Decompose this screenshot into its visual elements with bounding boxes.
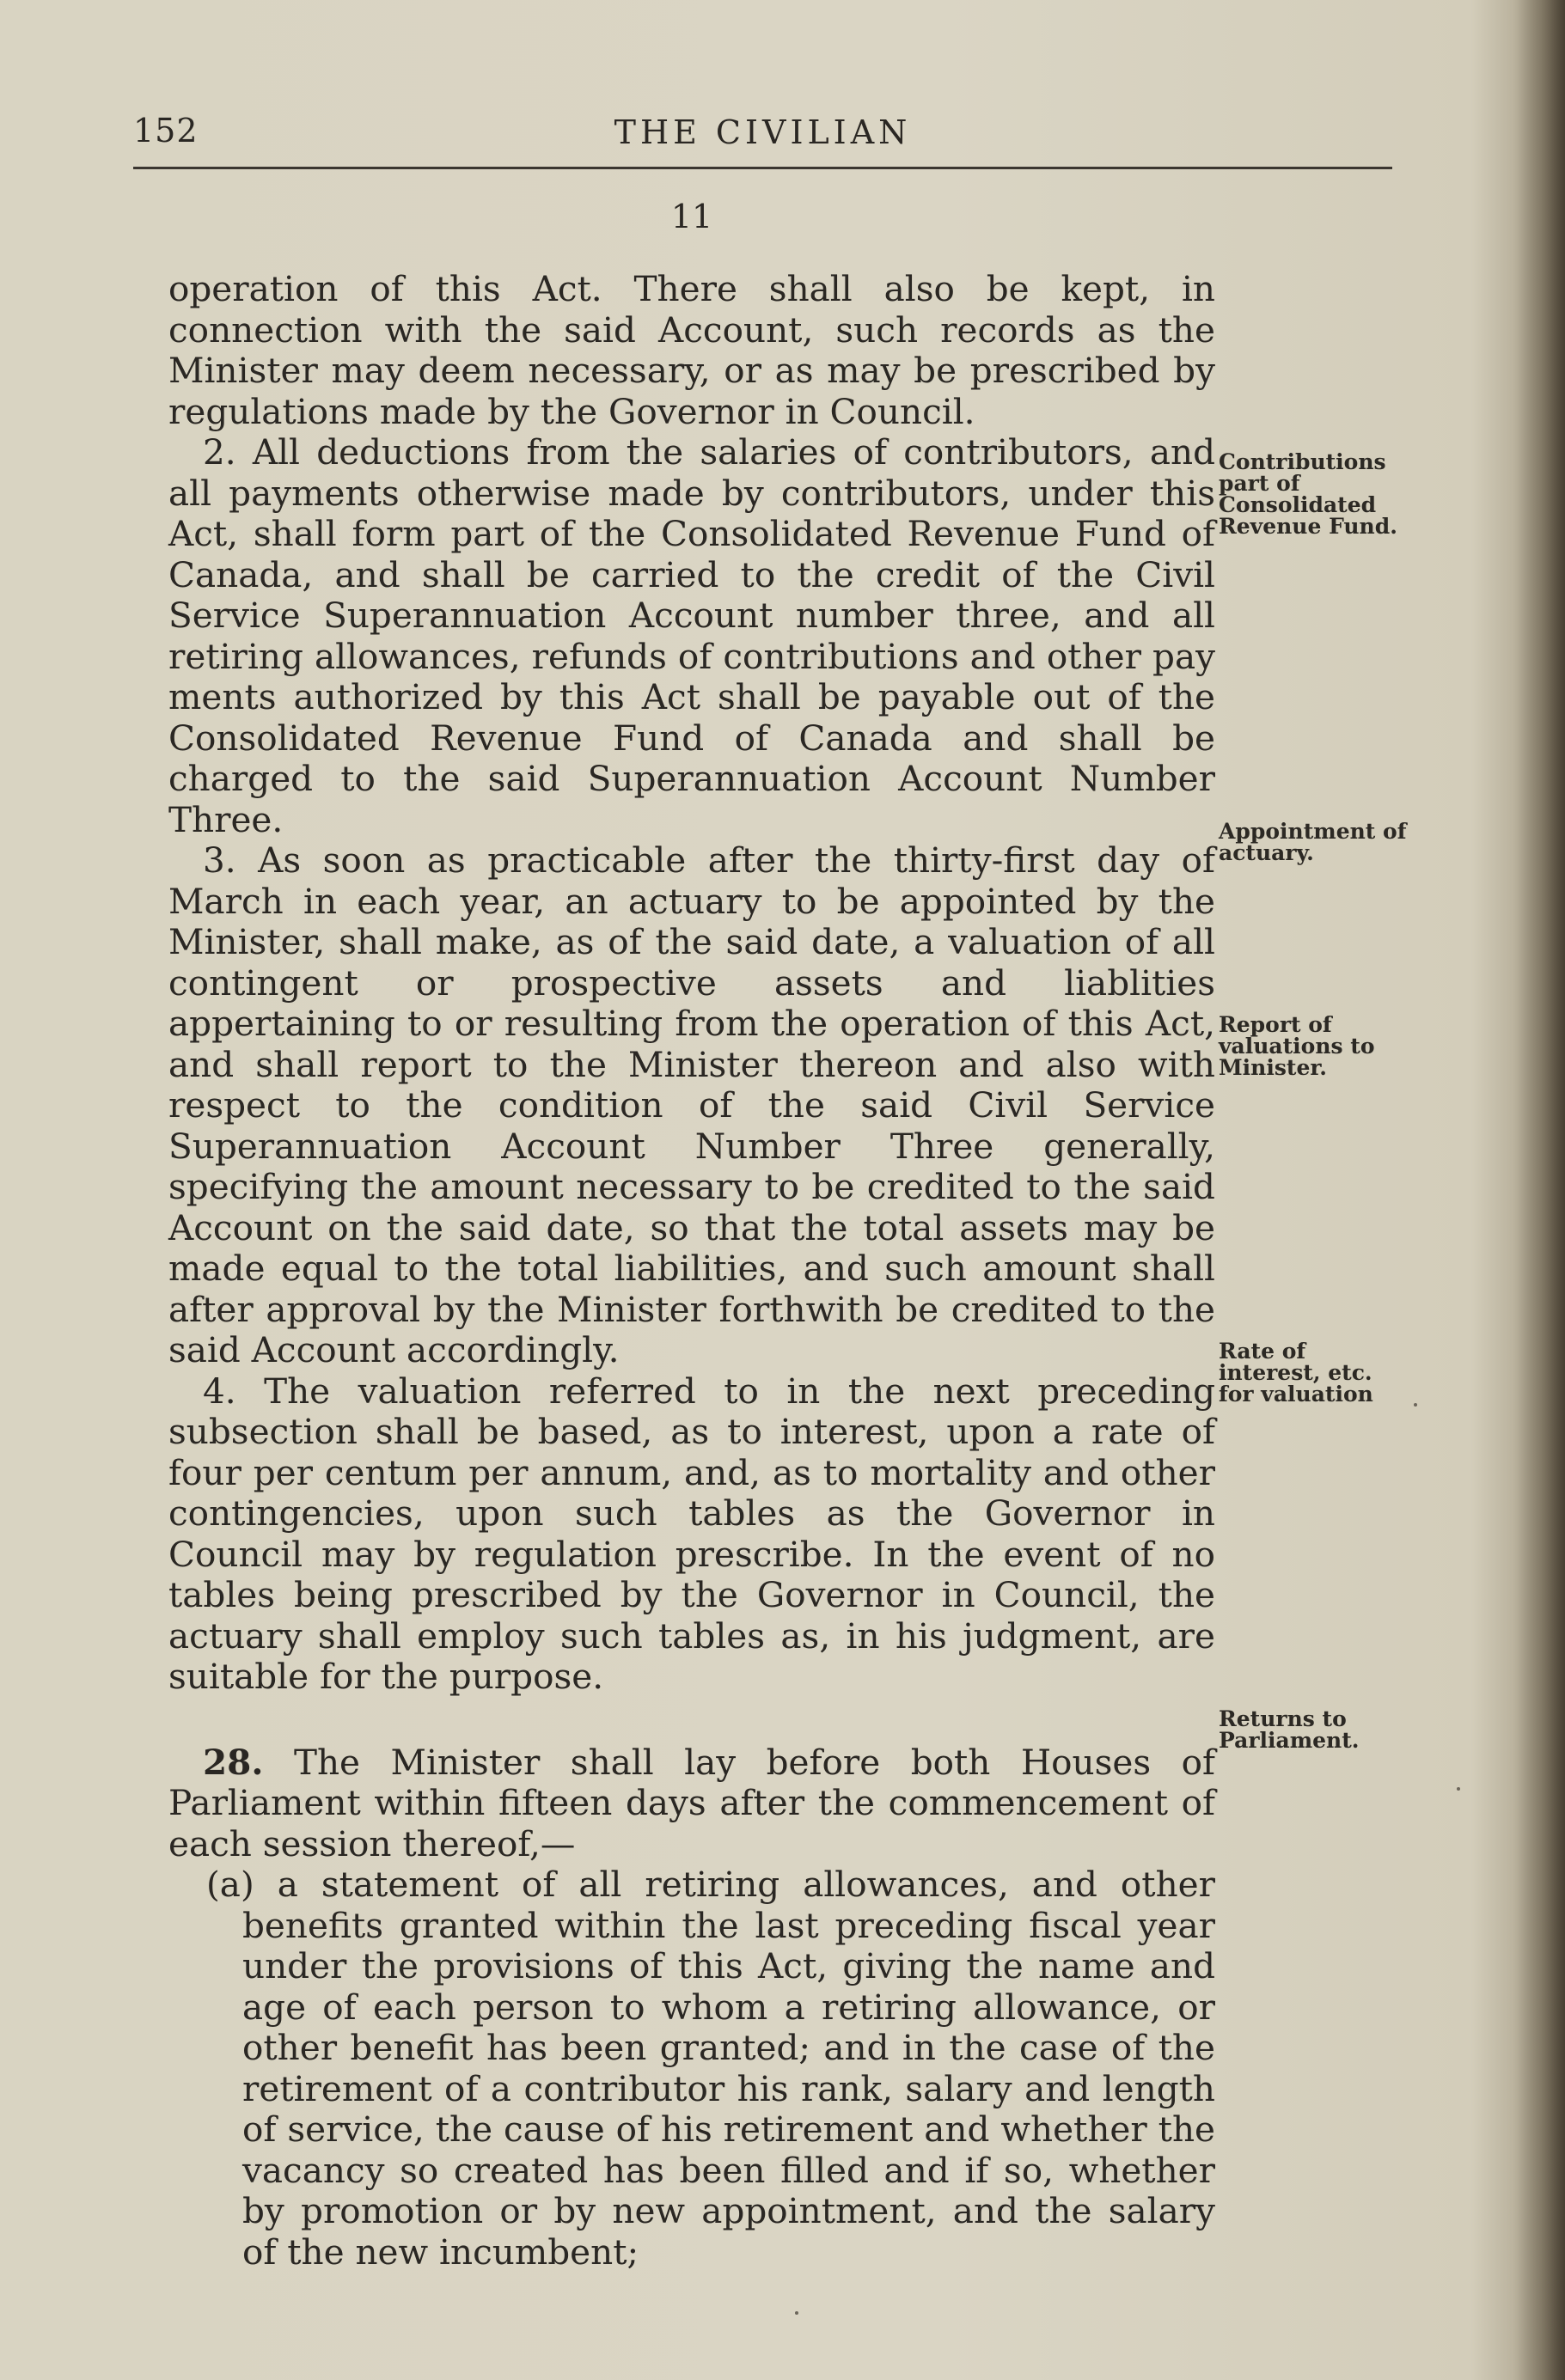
- body-text: [168, 269, 1215, 2273]
- subsection-2: 2. All deductions from the salaries of contributors, and all payments otherwise made by contributors, under this Act, shall form part of the Consolidated Revenue Fund of Canada, and shall be carried to the credit of the Civil Service Superannuation Account number three, and all retiring allowances, refunds of contributions and other pay ments authorized by this Act shall be payable out of the Consolidated Revenue Fund of Canada and shall be charged to the said Superannuation Account Number Three.: [168, 431, 1215, 840]
- header-rule: [133, 167, 1392, 169]
- clause-a: [168, 1864, 1215, 2273]
- section-28-text: The Minister shall lay before both Houses of Parliament within fifteen days after the commencement of each session thereof,—: [168, 1741, 1215, 1864]
- side-note-returns: Returns to Parliament.: [1219, 1706, 1360, 1753]
- side-note-rate: Rate of interest, etc. for valuation: [1219, 1339, 1373, 1407]
- side-note-contributions: Contributions part of Consolidated Revenue Fund.: [1219, 449, 1397, 539]
- section-gap: [168, 1698, 1215, 1742]
- binding-shadow: [1513, 0, 1565, 2380]
- section-28-number: 28.: [203, 1741, 264, 1783]
- paper-speck: [1414, 1403, 1417, 1407]
- paper-speck: [795, 2311, 798, 2315]
- subsection-3: 3. As soon as practicable after the thirty-first day of March in each year, an actuary to be appointed by the Minister, shall make, as of the said date, a valuation of all contingent or prospective assets and liablities appertaining to or resulting from the operation of this Act, and shall report to the Minister thereon and also with respect to the condition of the said Civil Service Superannuation Account Number Three generally, specifying the amount necessary to be credited to the said Account on the said date, so that the total assets may be made equal to the total liabilities, and such amount shall after approval by the Minister forthwith be credited to the said Account accordingly.: [168, 839, 1215, 1370]
- page-number: 152: [133, 112, 199, 150]
- clause-a-text: a statement of all retiring allowances, and other benefits granted within the last preceding fiscal year under the provisions of this Act, giving the name and age of each person to whom a retiring allowance, or other benefit has been granted; and in the case of the retirement of a contributor his rank, salary and length of service, the cause of his retirement and whether the vacancy so created has been filled and if so, whether by promotion or by new appointment, and the salary of the new incumbent;: [242, 1864, 1215, 2273]
- side-note-appointment: Appointment of actuary.: [1219, 819, 1407, 865]
- section-28: [168, 1742, 1215, 1865]
- running-title: THE CIVILIAN: [614, 113, 912, 151]
- paper-speck: [1457, 1787, 1460, 1791]
- clause-a-label: (a): [206, 1864, 254, 1905]
- section-heading: 11: [670, 198, 713, 235]
- subsection-4: 4. The valuation referred to in the next preceding subsection shall be based, as to interest, upon a rate of four per centum per annum, and, as to mortality and other contingencies, upon such tables as the Governor in Council may by regulation prescribe. In the event of no tables being prescribed by the Governor in Council, the actuary shall employ such tables as, in his judgment, are suitable for the purpose.: [168, 1370, 1215, 1697]
- side-note-report: Report of valuations to Minister.: [1219, 1012, 1375, 1080]
- paragraph-continuation: operation of this Act. There shall also be kept, in connection with the said Account, such records as the Minister may deem necessary, or as may be prescribed by regulations made by the Governor in Council.: [168, 268, 1215, 432]
- page-header: [133, 103, 1392, 172]
